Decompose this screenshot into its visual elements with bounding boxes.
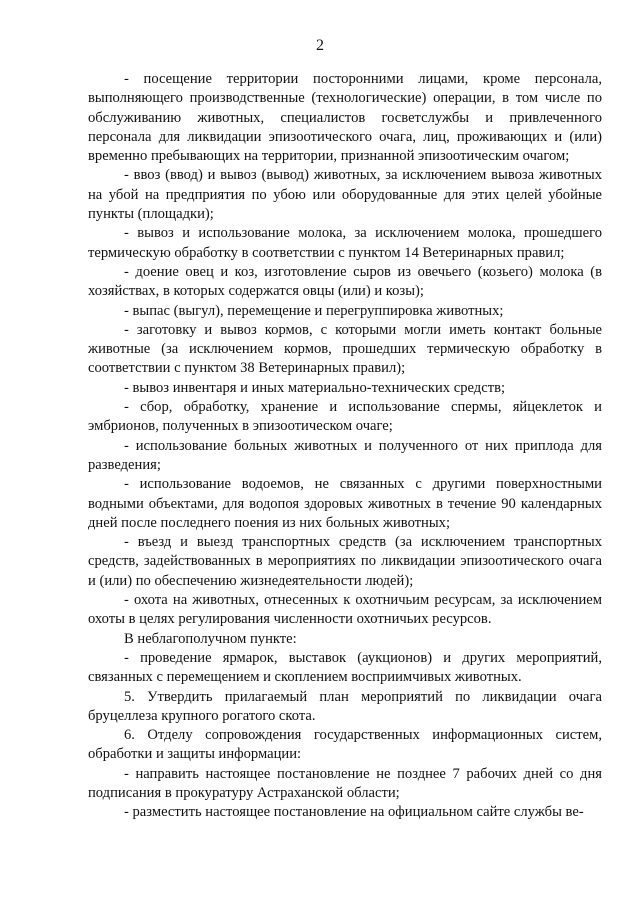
numbered-item: 5. Утвердить прилагаемый план мероприятий по ликвидации очага бруцеллеза крупного рогатого скота. — [88, 688, 602, 724]
paragraph: - выпас (выгул), перемещение и перегруппировка животных; — [124, 302, 504, 319]
paragraph: - проведение ярмарок, выставок (аукционов) и других мероприятий, связанных с перемещением и скоплением восприимчивых животных. — [88, 649, 602, 686]
page-number: 2 — [316, 37, 324, 54]
paragraph: - въезд и выезд транспортных средств (за исключением транспортных средств, задействованных в мероприятиях по ликвидации эпизоотического очага и (или) по обеспечению жизнедеятельности людей); — [88, 534, 602, 589]
paragraph: - посещение территории посторонними лицами, кроме персонала, выполняющего производственные (технологические) операции, в том числе по обслуживанию животных, специалистов госветслужбы и привлеченного персонала для ликвидации эпизоотического очага, лиц, проживающих и (или) временно пребывающих на территории, признанной эпизоотическим очагом; — [88, 71, 602, 165]
section-heading: В неблагополучном пункте: — [124, 630, 297, 647]
paragraph: - доение овец и коз, изготовление сыров из овечьего (козьего) молока (в хозяйствах, в которых содержатся овцы (или) и козы); — [88, 263, 602, 300]
paragraph: - заготовку и вывоз кормов, с которыми могли иметь контакт больные животные (за исключением кормов, прошедших термическую обработку в соответствии с пунктом 38 Ветеринарных правил); — [88, 321, 602, 377]
paragraph: - направить настоящее постановление не позднее 7 рабочих дней со дня подписания в прокуратуру Астраханской области; — [88, 765, 602, 801]
paragraph: - сбор, обработку, хранение и использование спермы, яйцеклеток и эмбрионов, полученных в эпизоотическом очаге; — [88, 399, 602, 435]
paragraph: - использование больных животных и полученного от них приплода для разведения; — [88, 437, 602, 473]
document-body — [88, 70, 602, 823]
paragraph: - вывоз и использование молока, за исключением молока, прошедшего термическую обработку в соответствии с пунктом 14 Ветеринарных правил; — [88, 225, 602, 261]
paragraph: - вывоз инвентаря и иных материально-технических средств; — [124, 379, 506, 396]
numbered-item: 6. Отделу сопровождения государственных информационных систем, обработки и защиты информации: — [88, 727, 602, 763]
paragraph: - использование водоемов, не связанных с другими поверхностными водными объектами, для водопоя здоровых животных в течение 90 календарных дней после последнего поения из них больных животных; — [88, 476, 602, 531]
paragraph: - охота на животных, отнесенных к охотничьим ресурсам, за исключением охоты в целях регулирования численности охотничьих ресурсов. — [88, 592, 602, 628]
paragraph: - ввоз (ввод) и вывоз (вывод) животных, за исключением вывоза животных на убой на предприятия по убою или оборудованные для этих целей убойные пункты (площадки); — [88, 167, 602, 223]
paragraph: - разместить настоящее постановление на официальном сайте службы ве- — [124, 804, 584, 821]
